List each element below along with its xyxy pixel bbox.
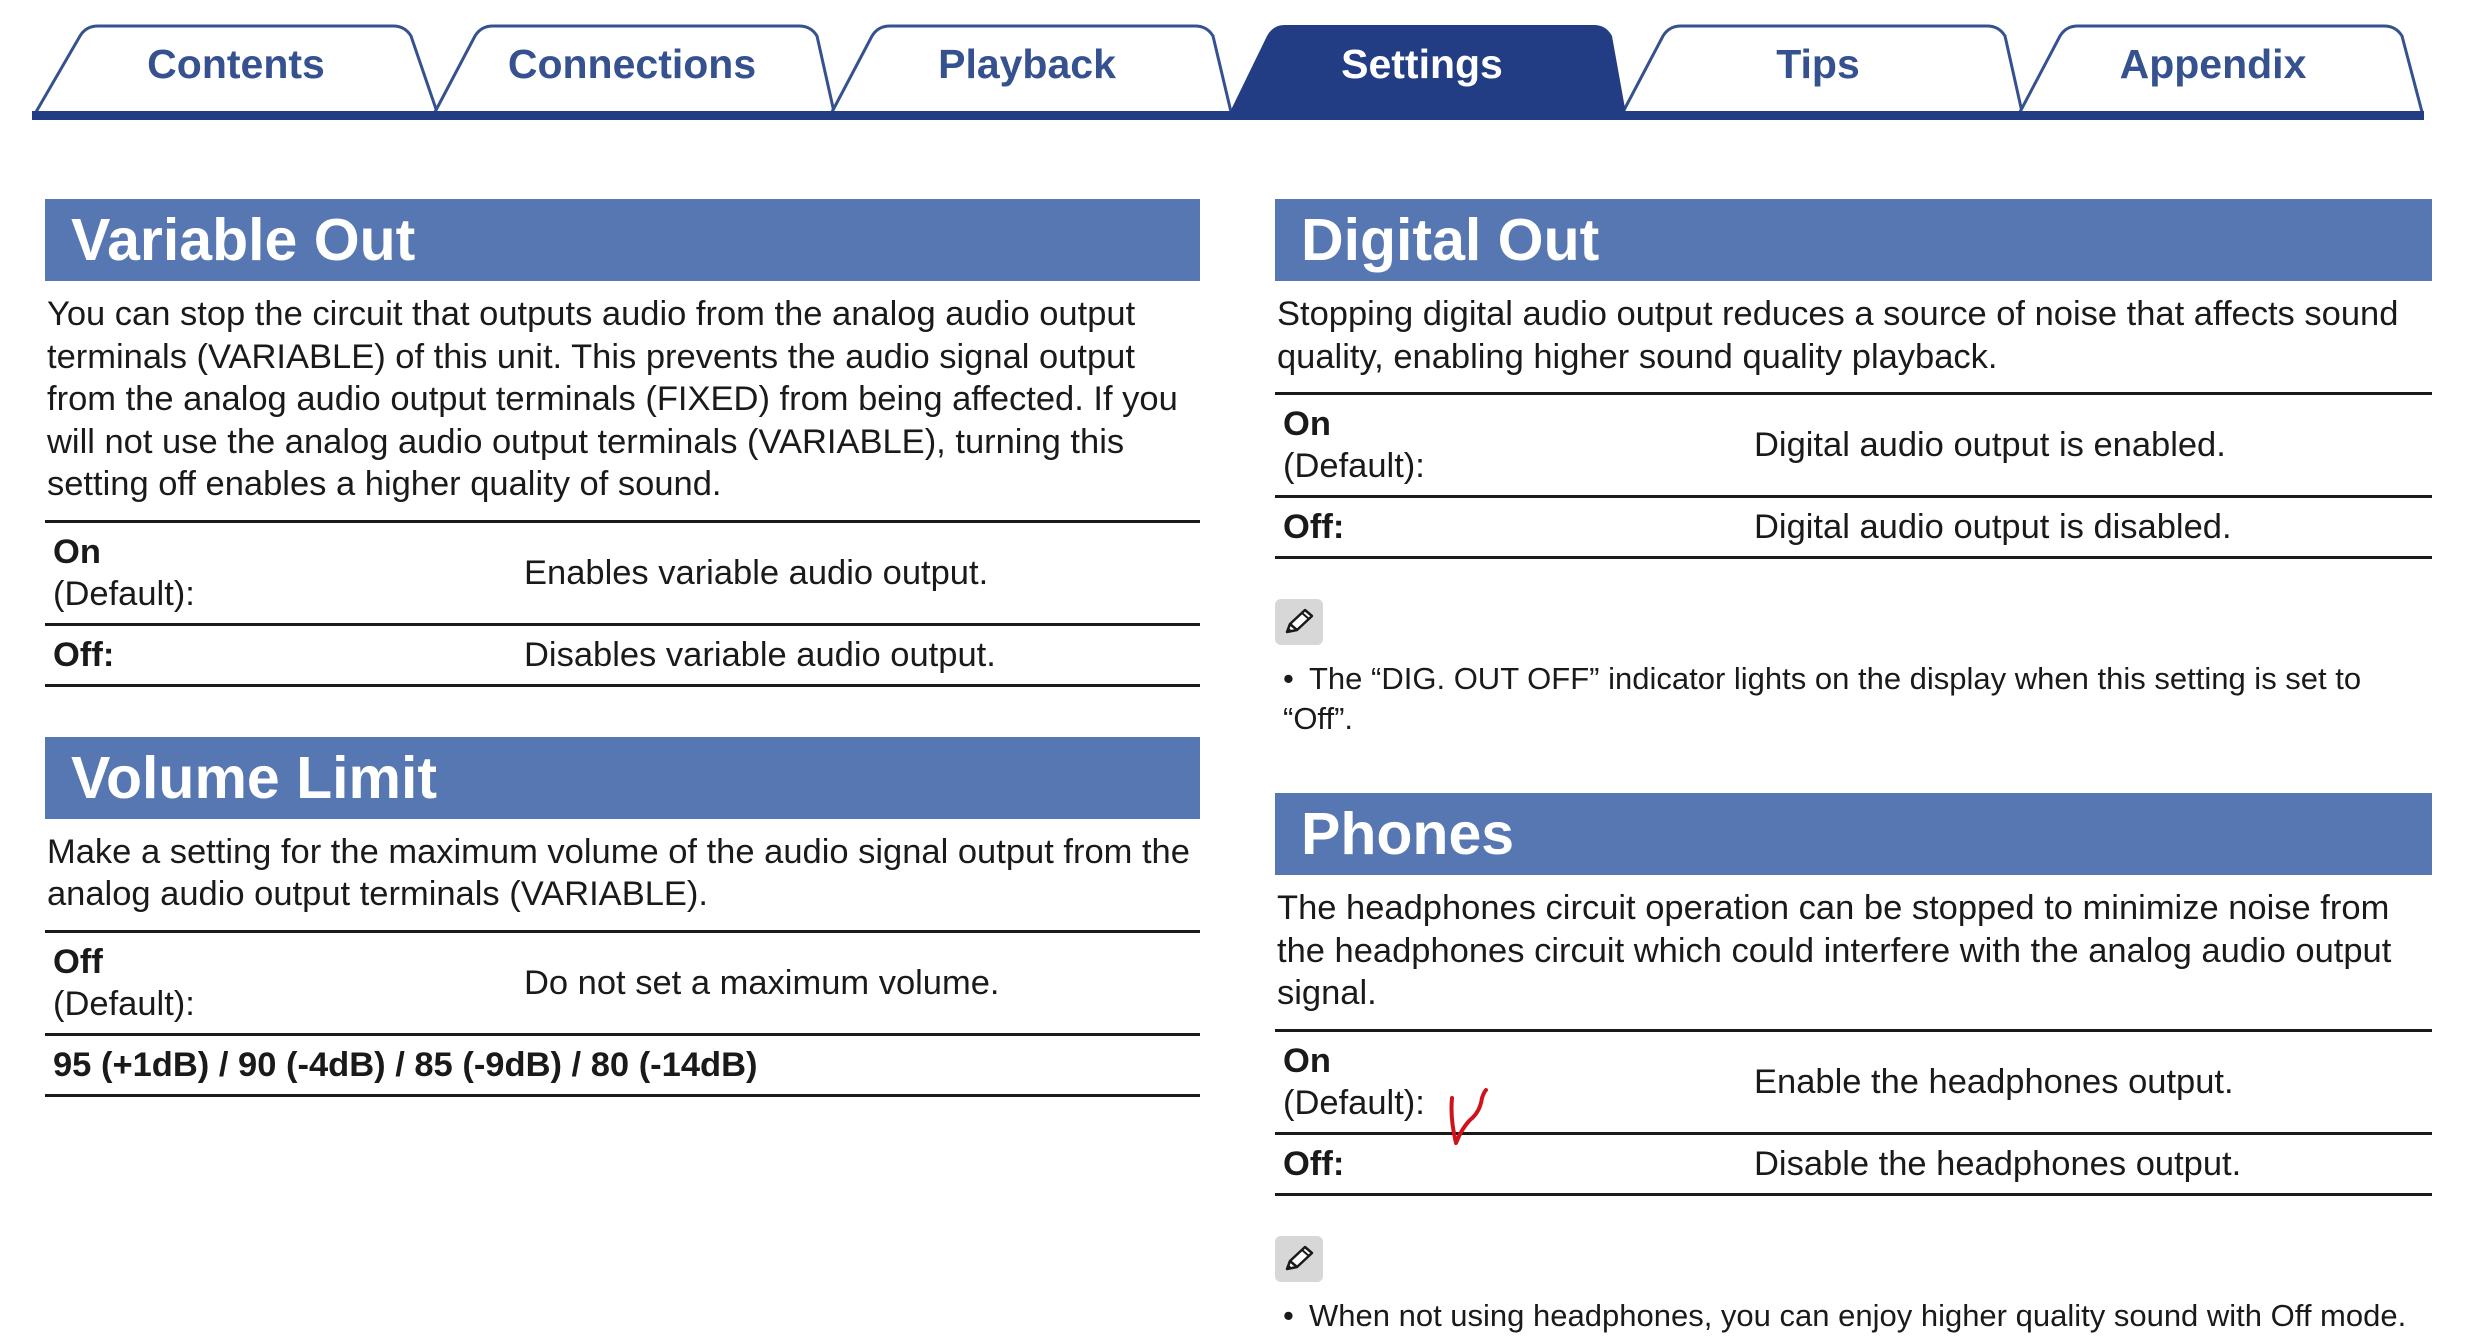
- volume-limit-description: Make a setting for the maximum volume of the audio signal output from the analog audio output terminals (VARIABLE).: [47, 832, 1190, 913]
- tab-settings[interactable]: Settings: [1341, 41, 1503, 87]
- tab-tips[interactable]: Tips: [1776, 41, 1860, 87]
- phones-section: [1275, 793, 2432, 1336]
- digital-out-options: [1275, 392, 2432, 559]
- volume-limit-options: [45, 930, 1200, 1097]
- option-key: [1275, 1133, 1746, 1194]
- tab-bar: [0, 0, 2473, 130]
- phones-note: [1275, 1236, 2432, 1336]
- note-text: When not using headphones, you can enjoy higher quality sound with Off mode.: [1309, 1297, 2407, 1333]
- checkmark-icon: [1440, 1088, 1500, 1158]
- option-default: (Default):: [53, 574, 195, 613]
- option-value: Enable the headphones output.: [1754, 1062, 2234, 1101]
- table-row: [1275, 497, 2432, 558]
- note-item: [1275, 659, 2432, 739]
- option-key: [1275, 497, 1746, 558]
- table-row: [45, 624, 1200, 685]
- option-label: Off: [53, 942, 103, 981]
- option-label: Off:: [53, 635, 115, 674]
- pencil-icon: [1275, 1236, 1323, 1282]
- option-value: Do not set a maximum volume.: [524, 963, 1000, 1002]
- right-column: [1275, 199, 2432, 1336]
- option-default: (Default):: [1283, 447, 1425, 485]
- left-column: [45, 199, 1200, 1097]
- option-label: On: [53, 532, 101, 571]
- tab-baseline: [32, 111, 2424, 120]
- variable-out-section: [45, 199, 1200, 687]
- option-value: Digital audio output is enabled.: [1754, 426, 2226, 464]
- bullet-icon: •: [1283, 661, 1294, 696]
- volume-limit-section: [45, 737, 1200, 1097]
- option-label: On: [1283, 405, 1331, 443]
- variable-out-title: Variable Out: [45, 199, 1200, 281]
- tab-connections[interactable]: Connections: [507, 41, 757, 87]
- table-row: [45, 521, 1200, 624]
- section-gap: [45, 687, 1200, 737]
- option-default: (Default):: [53, 984, 195, 1023]
- option-key: [45, 624, 516, 685]
- table-row: [45, 1034, 1200, 1095]
- option-value: Disable the headphones output.: [1754, 1144, 2242, 1183]
- option-label: Off:: [1283, 1144, 1345, 1183]
- variable-out-options: [45, 520, 1200, 687]
- table-row: [45, 931, 1200, 1034]
- digital-out-section: [1275, 199, 2432, 739]
- phones-description: The headphones circuit operation can be stopped to minimize noise from the headphones circuit which could interfere with the analog audio output signal.: [1277, 889, 2392, 1012]
- option-default: (Default):: [1283, 1083, 1425, 1122]
- variable-out-description: You can stop the circuit that outputs audio from the analog audio output terminals (VARIABLE) of this unit. This prevents the audio signal output from the analog audio output terminals (FIXED) from being affected. If you will not use the analog audio output terminals (VARIABLE), turning this setting off enables a higher quality of sound.: [47, 295, 1178, 503]
- tab-contents[interactable]: Contents: [147, 41, 325, 87]
- option-key: [1275, 1030, 1746, 1133]
- option-key: [1275, 394, 1746, 497]
- option-value: Enables variable audio output.: [524, 553, 989, 592]
- table-row: [1275, 394, 2432, 497]
- section-gap: [1275, 739, 2432, 793]
- option-value: Disables variable audio output.: [524, 635, 996, 674]
- digital-out-description: Stopping digital audio output reduces a source of noise that affects sound quality, enabling higher sound quality playback.: [1277, 295, 2399, 376]
- digital-out-title: Digital Out: [1275, 199, 2432, 281]
- option-key: [45, 931, 516, 1034]
- tab-playback[interactable]: Playback: [938, 41, 1116, 87]
- tab-appendix[interactable]: Appendix: [2119, 41, 2307, 87]
- phones-title: Phones: [1275, 793, 2432, 875]
- option-key: [45, 521, 516, 624]
- note-text: The “DIG. OUT OFF” indicator lights on the display when this setting is set to “Off”.: [1283, 661, 2362, 736]
- digital-out-note: [1275, 599, 2432, 739]
- option-value: Digital audio output is disabled.: [1754, 508, 2232, 546]
- option-label: On: [1283, 1041, 1331, 1080]
- option-label: Off:: [1283, 508, 1345, 546]
- volume-levels: 95 (+1dB) / 90 (-4dB) / 85 (-9dB) / 80 (-14dB): [53, 1045, 758, 1084]
- volume-limit-title: Volume Limit: [45, 737, 1200, 819]
- pencil-icon: [1275, 599, 1323, 645]
- bullet-icon: •: [1283, 1297, 1294, 1333]
- note-item: [1275, 1296, 2432, 1336]
